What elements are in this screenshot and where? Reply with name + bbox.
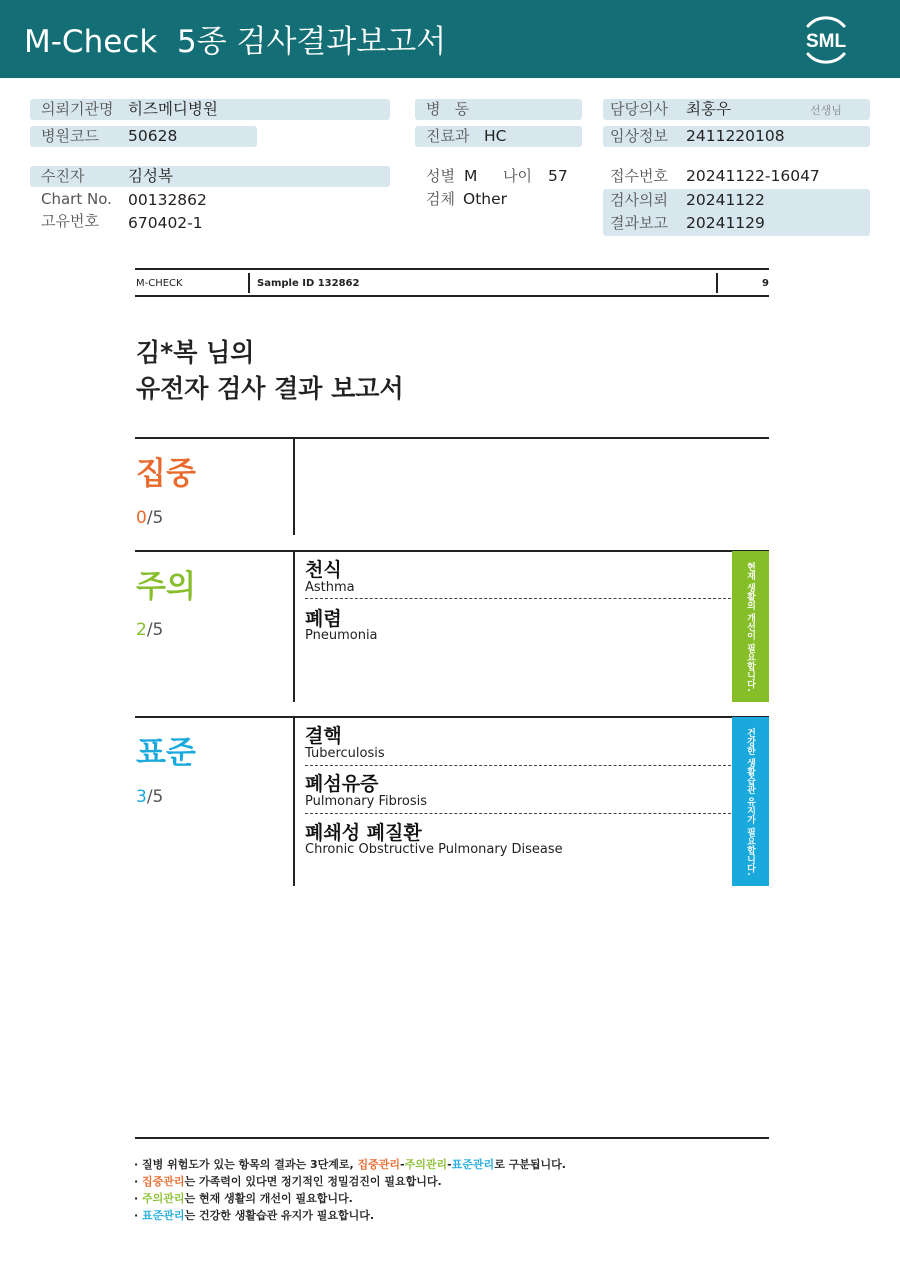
strip-top-rule <box>135 268 769 270</box>
grade-focus-rule <box>135 437 769 439</box>
age-value: 57 <box>548 167 568 185</box>
note-1-post: 로 구분됩니다. <box>494 1158 566 1171</box>
grade-standard-title: 표준 <box>136 735 196 771</box>
strip-page-number: 9 <box>762 278 769 289</box>
result-value: 20241129 <box>686 214 765 232</box>
clinical-value: 2411220108 <box>686 127 785 145</box>
note-line-1 <box>134 1156 566 1172</box>
logo-text: SML <box>805 31 847 52</box>
note-1-caution: 주의관리 <box>404 1158 448 1171</box>
patient-value: 김성복 <box>128 167 173 185</box>
ward-label: 병 동 <box>426 100 470 118</box>
grade-focus-title: 집중 <box>136 456 196 492</box>
grade-caution-rule <box>135 550 769 552</box>
strip-divider-left <box>248 273 250 293</box>
grade-caution-title: 주의 <box>136 569 196 605</box>
id-value: 670402-1 <box>128 214 203 232</box>
grade-caution-count-total: /5 <box>146 620 164 640</box>
id-label: 고유번호 <box>41 212 99 230</box>
reception-label: 접수번호 <box>610 167 668 185</box>
note-3-text: 는 현재 생활의 개선이 필요합니다. <box>184 1192 353 1205</box>
report-title-line2: 유전자 검사 결과 보고서 <box>136 374 404 403</box>
disease-pulmonary-fibrosis-name: 폐섬유증 <box>305 773 379 795</box>
hospital-code-value: 50628 <box>128 127 178 145</box>
grade-focus-count <box>136 508 163 528</box>
grade-caution-divider <box>293 552 295 702</box>
grade-focus-count-total: /5 <box>146 508 164 528</box>
chart-value: 00132862 <box>128 191 207 209</box>
grade-standard-count-total: /5 <box>146 787 164 807</box>
grade-standard-divider <box>293 718 295 886</box>
result-label: 결과보고 <box>610 214 668 232</box>
request-label: 검사의뢰 <box>610 191 668 209</box>
sml-logo <box>798 12 854 66</box>
grade-standard-rule <box>135 716 769 718</box>
note-line-2 <box>134 1173 442 1189</box>
doctor-label: 담당의사 <box>610 100 668 118</box>
disease-pulmonary-fibrosis-english: Pulmonary Fibrosis <box>305 794 428 809</box>
bullet: · <box>134 1209 139 1222</box>
item-separator <box>305 813 731 814</box>
bullet: · <box>134 1175 139 1188</box>
grade-standard-count-value: 3 <box>136 787 147 807</box>
bullet: · <box>134 1158 139 1171</box>
footer-rule <box>135 1137 769 1139</box>
disease-asthma-name: 천식 <box>305 559 342 581</box>
strip-sample-id: Sample ID 132862 <box>257 278 360 289</box>
institution-value: 히즈메디병원 <box>128 100 218 118</box>
grade-focus-count-value: 0 <box>136 508 147 528</box>
item-separator <box>305 598 731 599</box>
disease-pneumonia-english: Pneumonia <box>305 628 378 643</box>
caution-side-text: 현재 생활의 개선이 필요합니다. <box>745 561 755 692</box>
doctor-suffix: 선생님 <box>810 104 842 117</box>
strip-product: M-CHECK <box>136 278 183 289</box>
report-header <box>0 0 900 78</box>
note-line-4 <box>134 1207 374 1223</box>
report-header-title: M-Check 5종 검사결과보고서 <box>24 24 447 60</box>
note-2-text: 는 가족력이 있다면 정기적인 정밀검진이 필요합니다. <box>184 1175 442 1188</box>
strip-bottom-rule <box>135 295 769 297</box>
note-3-caution: 주의관리 <box>142 1192 185 1205</box>
dept-label: 진료과 <box>426 127 470 145</box>
dept-value: HC <box>484 127 507 145</box>
sex-label: 성별 <box>426 167 455 185</box>
grade-standard-count <box>136 787 163 807</box>
disease-pneumonia-name: 폐렴 <box>305 608 342 630</box>
note-4-standard: 표준관리 <box>142 1209 185 1222</box>
reception-value: 20241122-16047 <box>686 167 820 185</box>
caution-side-bar <box>732 551 769 702</box>
item-separator <box>305 765 731 766</box>
disease-tuberculosis-english: Tuberculosis <box>305 746 385 761</box>
doctor-value: 최홍우 <box>686 100 731 118</box>
grade-focus-divider <box>293 439 295 535</box>
disease-copd-english: Chronic Obstructive Pulmonary Disease <box>305 842 563 857</box>
institution-label: 의뢰기관명 <box>41 100 114 118</box>
hospital-code-label: 병원코드 <box>41 127 99 145</box>
report-title-line1: 김*복 님의 <box>136 338 255 367</box>
specimen-label: 검체 <box>426 190 455 208</box>
grade-caution-count <box>136 620 163 640</box>
note-1-sep1: - <box>400 1158 405 1171</box>
request-value: 20241122 <box>686 191 765 209</box>
grade-caution-count-value: 2 <box>136 620 147 640</box>
note-1-standard: 표준관리 <box>451 1158 495 1171</box>
specimen-value: Other <box>463 190 508 208</box>
note-2-focus: 집중관리 <box>142 1175 185 1188</box>
age-label: 나이 <box>503 167 532 185</box>
clinical-label: 임상정보 <box>610 127 668 145</box>
strip-divider-right <box>716 273 718 293</box>
chart-label: Chart No. <box>41 190 112 208</box>
patient-label: 수진자 <box>41 167 85 185</box>
note-line-3 <box>134 1190 353 1206</box>
standard-side-text: 건강한 생활습관 유지가 필요합니다. <box>745 727 755 876</box>
bullet: · <box>134 1192 139 1205</box>
note-1-sep2: - <box>447 1158 452 1171</box>
standard-side-bar <box>732 717 769 886</box>
disease-copd-name: 폐쇄성 폐질환 <box>305 822 422 844</box>
note-1-text: 질병 위험도가 있는 항목의 결과는 3단계로, <box>142 1158 358 1171</box>
sex-value: M <box>464 167 478 185</box>
disease-asthma-english: Asthma <box>305 580 355 595</box>
note-1-focus: 집중관리 <box>357 1158 400 1171</box>
disease-tuberculosis-name: 결핵 <box>305 725 342 747</box>
note-4-text: 는 건강한 생활습관 유지가 필요합니다. <box>184 1209 375 1222</box>
